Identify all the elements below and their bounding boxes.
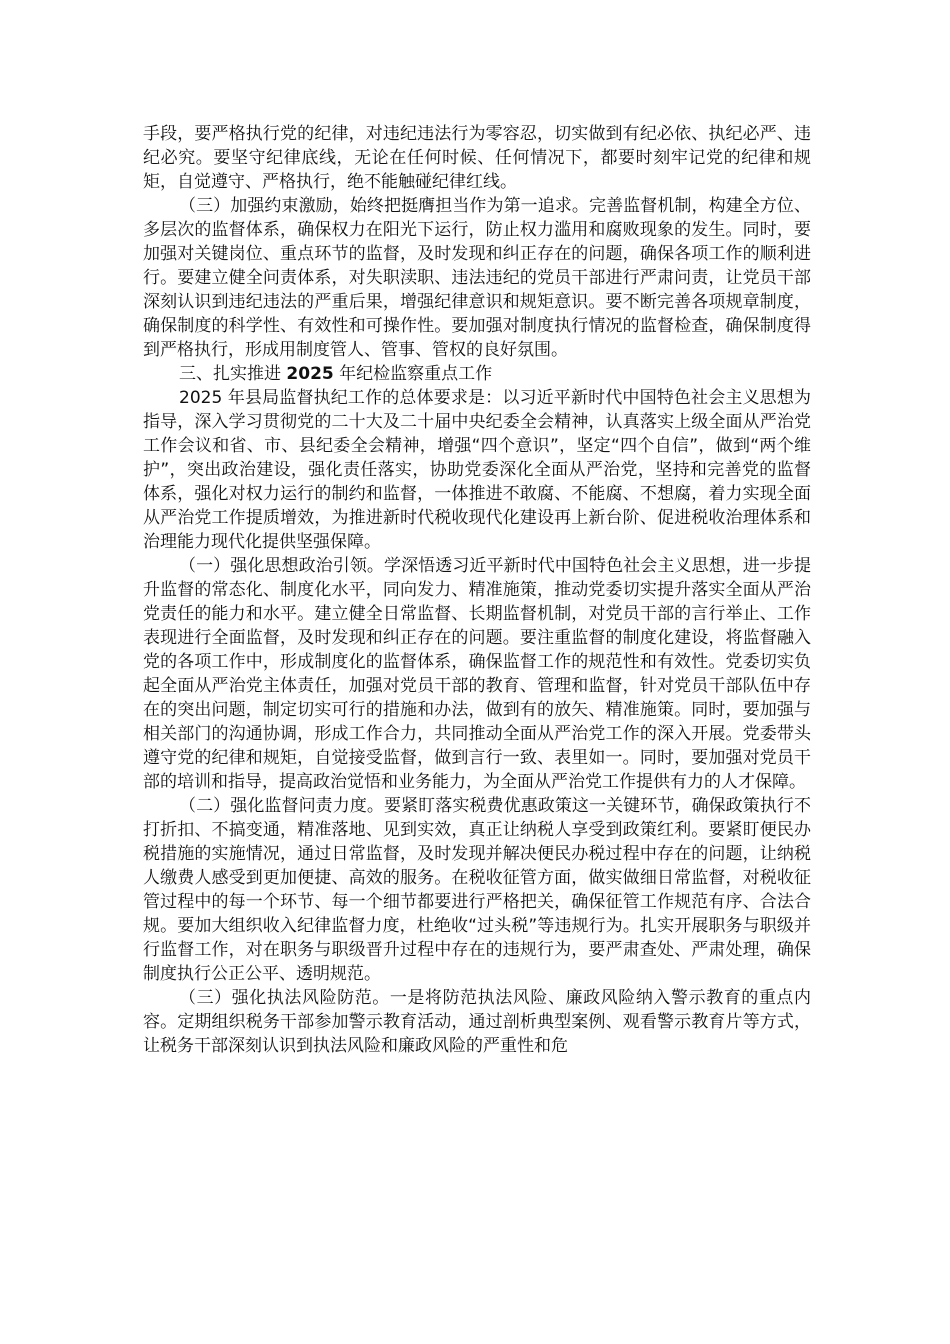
section-heading-suffix: 年纪检监察重点工作 <box>333 364 493 384</box>
paragraph-political-guidance: （一）强化思想政治引领。学深悟透习近平新时代中国特色社会主义思想，进一步提升监督的常态化、制度化水平，同向发力、精准施策，推动党委切实提升落实全面从严治党责任的能力和水平。建立健全日常监督、长期监督机制，对党员干部的言行举止、工作表现进行全面监督，及时发现和纠正存在的问题。要注重监督的制度化建设，将监督融入党的各项工作中，形成制度化的监督体系，确保监督工作的规范性和有效性。党委切实负起全面从严治党主体责任，加强对党员干部的教育、管理和监督，针对党员干部队伍中存在的突出问题，制定切实可行的措施和办法，做到有的放矢、精准施策。同时，要加强与相关部门的沟通协调，形成工作合力，共同推动全面从严治党工作的深入开展。党委带头遵守党的纪律和规矩，自觉接受监督，做到言行一致、表里如一。同时，要加强对党员干部的培训和指导，提高政治觉悟和业务能力，为全面从严治党工作提供有力的人才保障。 <box>143 556 811 792</box>
paragraph-law-enforcement-risk: （三）强化执法风险防范。一是将防范执法风险、廉政风险纳入警示教育的重点内容。定期组织税务干部参加警示教育活动，通过剖析典型案例、观看警示教育片等方式，让税务干部深刻认识到执法风险和廉政风险的严重性和危 <box>143 988 811 1056</box>
section-heading-year: 2025 <box>286 364 334 384</box>
document-body <box>143 122 811 1058</box>
paragraph-supervision-accountability: （二）强化监督问责力度。要紧盯落实税费优惠政策这一关键环节，确保政策执行不打折扣、不搞变通，精准落地、见到实效，真正让纳税人享受到政策红利。要紧盯便民办税措施的实施情况，通过日常监督，及时发现并解决便民办税过程中存在的问题，让纳税人缴费人感受到更加便捷、高效的服务。在税收征管方面，做实做细日常监督，对税收征管过程中的每一个环节、每一个细节都要进行严格把关，确保征管工作规范有序、合法合规。要加大组织收入纪律监督力度，杜绝收“过头税”等违规行为。扎实开展职务与职级并行监督工作，对在职务与职级晋升过程中存在的违规行为，要严肃查处、严肃处理，确保制度执行公正公平、透明规范。 <box>143 796 811 984</box>
section-heading <box>143 362 811 386</box>
paragraph-constraint-incentive: （三）加强约束激励，始终把挺膺担当作为第一追求。完善监督机制，构建全方位、多层次的监督体系，确保权力在阳光下运行，防止权力滥用和腐败现象的发生。同时，要加强对关键岗位、重点环节的监督，及时发现和纠正存在的问题，确保各项工作的顺利进行。要建立健全问责体系，对失职渎职、违法违纪的党员干部进行严肃问责，让党员干部深刻认识到违纪违法的严重后果，增强纪律意识和规矩意识。要不断完善各项规章制度，确保制度的科学性、有效性和可操作性。要加强对制度执行情况的监督检查，确保制度得到严格执行，形成用制度管人、管事、管权的良好氛围。 <box>143 196 811 360</box>
paragraph-discipline-enforcement: 手段，要严格执行党的纪律，对违纪违法行为零容忍，切实做到有纪必依、执纪必严、违纪必究。要坚守纪律底线，无论在任何时候、任何情况下，都要时刻牢记党的纪律和规矩，自觉遵守、严格执行，绝不能触碰纪律红线。 <box>143 124 811 192</box>
section-heading-prefix: 三、扎实推进 <box>179 364 287 384</box>
paragraph-overall-requirements: 2025 年县局监督执纪工作的总体要求是：以习近平新时代中国特色社会主义思想为指导，深入学习贯彻党的二十大及二十届中央纪委全会精神，认真落实上级全面从严治党工作会议和省、市、县纪委全会精神，增强“四个意识”，坚定“四个自信”，做到“两个维护”，突出政治建设，强化责任落实，协助党委深化全面从严治党，坚持和完善党的监督体系，强化对权力运行的制约和监督，一体推进不敢腐、不能腐、不想腐，着力实现全面从严治党工作提质增效，为推进新时代税收现代化建设再上新台阶、促进税收治理体系和治理能力现代化提供坚强保障。 <box>143 388 811 552</box>
